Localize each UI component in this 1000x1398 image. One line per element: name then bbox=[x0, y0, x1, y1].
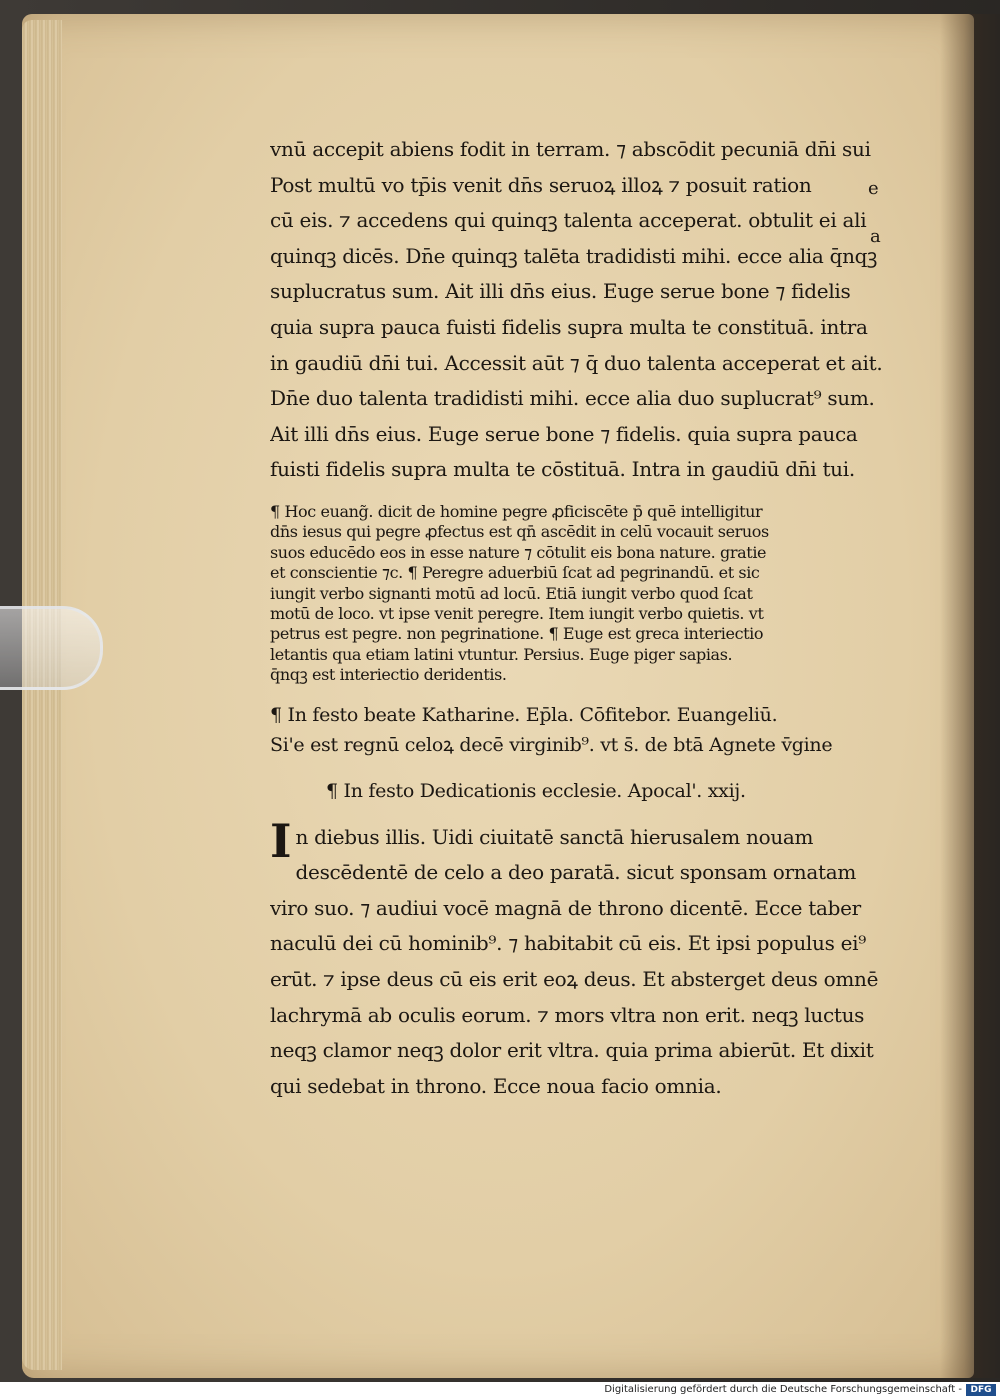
commentary-line: et conscientie ⁊c. ¶ Peregre aduerbiū ſcat ad pegrinandū. et sic bbox=[270, 563, 760, 583]
drop-initial: I bbox=[270, 813, 292, 868]
page-edges bbox=[22, 20, 62, 1370]
text-line: vnū accepit abiens fodit in terram. ⁊ abscōdit pecuniā dn̄i sui bbox=[270, 137, 871, 161]
feast-heading bbox=[270, 700, 890, 760]
text-line: neqꝫ clamor neqꝫ dolor erit vltra. quia prima abierūt. Et dixit bbox=[270, 1038, 874, 1063]
text-line: lachrymā ab oculis eorum. ⁊ mors vltra non erit. neqꝫ luctus bbox=[270, 1002, 865, 1027]
commentary-paragraph bbox=[270, 502, 890, 686]
gospel-paragraph bbox=[270, 132, 890, 488]
commentary-line: dn̄s iesus qui pegre ꝓfectus est qn̄ ascēdit in celū vocauit seruos bbox=[270, 522, 769, 542]
heading-line: Si'e est regnū celoꝝ decē virginib⁹. vt s̄. de btā Agnete v̄gine bbox=[270, 733, 833, 756]
text-line: viro suo. ⁊ audiui vocē magnā de throno dicentē. Ecce taber bbox=[270, 895, 861, 920]
commentary-line: suos educēdo eos in esse nature ⁊ cōtulit eis bona nature. gratie bbox=[270, 542, 767, 562]
text-line: naculū dei cū hominib⁹. ⁊ habitabit cū eis. Et ipsi populus ei⁹ bbox=[270, 931, 866, 956]
text-column bbox=[270, 132, 890, 1104]
page-clip bbox=[0, 606, 103, 690]
commentary-line: letantis qua etiam latini vtuntur. Persius. Euge piger sapias. bbox=[270, 644, 733, 664]
dfg-logo: DFG bbox=[966, 1384, 996, 1396]
commentary-line: q̄nqꝫ est interiectio deridentis. bbox=[270, 665, 507, 685]
margin-note-a: a bbox=[870, 226, 881, 247]
text-line: n diebus illis. Uidi ciuitatē sanctā hierusalem nouam bbox=[295, 824, 814, 849]
commentary-line: iungit verbo signanti motū ad locū. Etiā iungit verbo quod ſcat bbox=[270, 583, 753, 603]
text-line: suplucratus sum. Ait illi dn̄s eius. Euge serue bone ⁊ fidelis bbox=[270, 279, 851, 304]
text-line: cū eis. ⁊ accedens qui quinqꝫ talenta acceperat. obtulit ei ali bbox=[270, 208, 867, 233]
margin-note-e: e bbox=[868, 178, 879, 199]
text-line: Post multū vo tp̄is venit dn̄s seruoꝝ illoꝝ ⁊ posuit ration bbox=[270, 172, 812, 197]
book-gutter bbox=[940, 14, 1000, 1378]
commentary-line: petrus est pegre. non pegrinatione. ¶ Euge est greca interiectio bbox=[270, 624, 764, 644]
heading-line: ¶ In festo beate Katharine. Ep̄la. Cōfitebor. Euangeliū. bbox=[270, 703, 778, 726]
text-line: Ait illi dn̄s eius. Euge serue bone ⁊ fidelis. quia supra pauca bbox=[270, 421, 858, 446]
funding-credit: Digitalisierung gefördert durch die Deutsche Forschungsgemeinschaft - bbox=[604, 1384, 962, 1395]
text-line: quia supra pauca fuisti fidelis supra multa te constituā. intra bbox=[270, 314, 868, 339]
text-line: in gaudiū dn̄i tui. Accessit aūt ⁊ q̄ duo talenta acceperat et ait. bbox=[270, 350, 883, 375]
text-line: fuisti fidelis supra multa te cōstituā. Intra in gaudiū dn̄i tui. bbox=[270, 457, 855, 482]
text-line: quinqꝫ dicēs. Dn̄e quinqꝫ talēta tradidisti mihi. ecce alia q̄nqꝫ bbox=[270, 243, 878, 268]
text-line: descēdentē de celo a deo paratā. sicut sponsam ornatam bbox=[295, 860, 857, 885]
text-line: erūt. ⁊ ipse deus cū eis erit eoꝝ deus. Et absterget deus omnē bbox=[270, 966, 879, 991]
commentary-line: motū de loco. vt ipse venit peregre. Item iungit verbo quietis. vt bbox=[270, 603, 764, 623]
text-line: Dn̄e duo talenta tradidisti mihi. ecce alia duo suplucrat⁹ sum. bbox=[270, 386, 875, 411]
text-line: qui sedebat in throno. Ecce noua facio omnia. bbox=[270, 1073, 722, 1098]
epistle-lesson bbox=[270, 813, 890, 1105]
commentary-line: ¶ Hoc euang̃. dicit de homine pegre ꝓficiscēte p̄ quē intelligitur bbox=[270, 501, 763, 521]
dedication-heading: ¶ In festo Dedicationis ecclesie. Apocal'. xxij. bbox=[326, 779, 746, 802]
